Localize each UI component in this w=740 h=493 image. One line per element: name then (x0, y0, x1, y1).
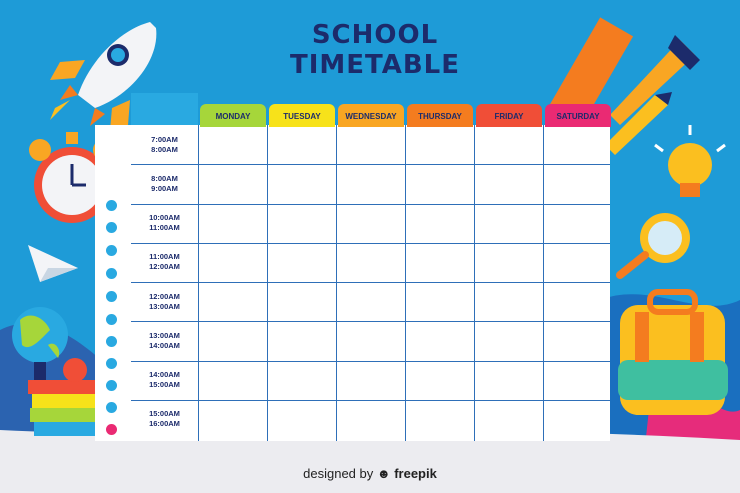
notebook-hole (106, 245, 117, 256)
notebook-hole (106, 291, 117, 302)
time-slot: 12:00AM 13:00AM (149, 292, 180, 311)
time-slot: 11:00AM 12:00AM (149, 252, 180, 271)
page-title-line1: SCHOOL (311, 20, 439, 50)
grid-line (131, 243, 610, 244)
grid-line (131, 164, 610, 165)
notebook-hole (106, 314, 117, 325)
grid-line (131, 321, 610, 322)
time-slot: 10:00AM 11:00AM (149, 213, 180, 232)
sheet-corner (131, 93, 198, 125)
notebook-hole (106, 336, 117, 347)
attribution-prefix: designed by (303, 466, 374, 481)
grid-line (131, 204, 610, 205)
notebook-hole (106, 222, 117, 233)
time-slot: 7:00AM 8:00AM (151, 135, 178, 154)
grid-line (131, 361, 610, 362)
time-slot: 13:00AM 14:00AM (149, 331, 180, 350)
day-header-monday: MONDAY (200, 104, 266, 127)
time-slot: 15:00AM 16:00AM (149, 409, 180, 428)
notebook-hole (106, 358, 117, 369)
notebook-hole (106, 380, 117, 391)
page-title-line2: TIMETABLE (289, 50, 461, 80)
attribution (0, 466, 740, 481)
day-header-saturday: SATURDAY (545, 104, 611, 127)
day-header-thursday: THURSDAY (407, 104, 473, 127)
attribution-brand[interactable]: freepik (394, 466, 437, 481)
day-header-friday: FRIDAY (476, 104, 542, 127)
day-header-wednesday: WEDNESDAY (338, 104, 404, 127)
freepik-logo-icon: ☻ (376, 466, 391, 481)
notebook-hole (106, 268, 117, 279)
notebook-hole (106, 200, 117, 211)
grid-line (131, 400, 610, 401)
time-slot: 8:00AM 9:00AM (151, 174, 178, 193)
notebook-margin (95, 125, 131, 441)
time-slot: 14:00AM 15:00AM (149, 370, 180, 389)
backpack-icon (618, 292, 728, 415)
day-header-tuesday: TUESDAY (269, 104, 335, 127)
notebook-hole (106, 402, 117, 413)
grid-line (131, 282, 610, 283)
notebook-hole (106, 424, 117, 435)
